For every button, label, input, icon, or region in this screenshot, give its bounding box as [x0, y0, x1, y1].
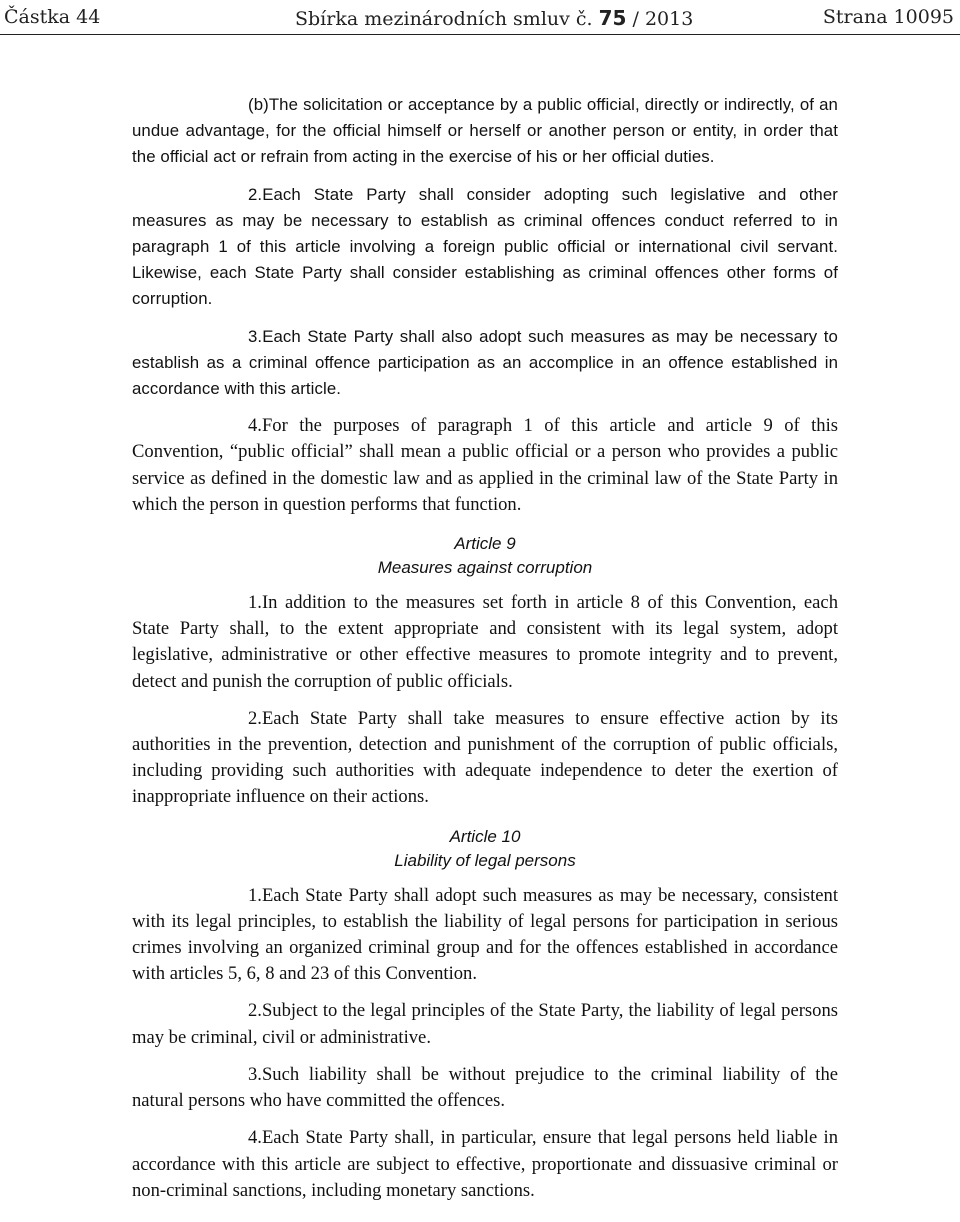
paragraph-10-1: [132, 883, 838, 988]
paragraph-text: For the purposes of paragraph 1 of this article and article 9 of this Convention, “public official” shall mean a public official or a person who provides a public service as defined in the domestic law and as applied in the criminal law of the State Party in which the person in question performs that function.: [132, 415, 838, 515]
paragraph-text: Each State Party shall, in particular, ensure that legal persons held liable in accordance with this article are subject to effective, proportionate and dissuasive criminal or non-criminal sanctions, including monetary sanctions.: [132, 1127, 838, 1201]
paragraph-number: 1.: [248, 592, 262, 614]
paragraph-number: 4.: [248, 1127, 262, 1149]
paragraph-number: 3.: [248, 1063, 262, 1085]
paragraph-number: 2.: [248, 1000, 262, 1022]
article-title: Article 10: [449, 826, 521, 846]
paragraph-text: Each State Party shall also adopt such measures as may be necessary to establish as a criminal offence participation as an accomplice in an offence established in accordance with this article.: [132, 326, 838, 399]
paragraph-10-2: [132, 998, 838, 1050]
paragraph-text: Subject to the legal principles of the State Party, the liability of legal persons may be criminal, civil or administrative.: [132, 1000, 838, 1048]
paragraph-text: Such liability shall be without prejudice to the criminal liability of the natural persons who have committed the offences.: [132, 1063, 838, 1112]
article-subtitle: Measures against corruption: [377, 558, 593, 578]
paragraph-number: 1.: [248, 884, 262, 906]
header-page-number: Strana 10095: [822, 6, 954, 28]
paragraph-text: The solicitation or acceptance by a public official, directly or indirectly, of an undue advantage, for the official himself or herself or another person or entity, in order that the official act or refrain from acting in the exercise of his or her official duties.: [132, 95, 838, 167]
paragraph-number: 3.: [248, 326, 263, 346]
article-10-heading: [132, 825, 838, 873]
article-9-heading: [132, 532, 838, 580]
article-title: Article 9: [454, 534, 516, 554]
paragraph-number: 4.: [248, 415, 262, 437]
paragraph-9-1: [132, 590, 838, 695]
header-collection-name: Sbírka mezinárodních smluv č.: [295, 8, 593, 30]
paragraph-10-4: [132, 1125, 838, 1204]
page-header: [0, 0, 960, 35]
paragraph-10-3: [132, 1062, 838, 1114]
paragraph-text: Each State Party shall adopt such measures as may be necessary, consistent with its legal principles, to establish the liability of legal persons for participation in serious crimes involving an organized criminal group and for the offences established in accordance with articles 5, 6, 8 and 23 of this Convention.: [132, 884, 838, 985]
paragraph-number: 2.: [248, 707, 262, 729]
document-body: [132, 92, 838, 1215]
paragraph-text: Each State Party shall take measures to ensure effective action by its authorities in the prevention, detection and punishment of the corruption of public officials, including providing such authorities with adequate independence to deter the exertion of inappropriate influence on their actions.: [132, 707, 838, 808]
header-issue-number: 75: [598, 6, 627, 30]
article-subtitle: Liability of legal persons: [394, 850, 576, 870]
paragraph-text: In addition to the measures set forth in article 8 of this Convention, each State Party shall, to the extent appropriate and consistent with its legal system, adopt legislative, administrative or other effective measures to promote integrity and to prevent, detect and punish the corruption of public officials.: [132, 592, 838, 692]
paragraph-8-2: [132, 182, 838, 313]
paragraph-8-4: [132, 413, 838, 518]
paragraph-number: (b): [248, 95, 269, 114]
paragraph-9-2: [132, 706, 838, 811]
paragraph-text: Each State Party shall consider adopting such legislative and other measures as may be necessary to establish as criminal offences conduct referred to in paragraph 1 of this article involving a foreign public official or international civil servant. Likewise, each State Party shall consider establishing as criminal offences other forms of corruption.: [132, 184, 838, 309]
paragraph-8-3: [132, 324, 838, 403]
header-part-number: Částka 44: [4, 6, 101, 28]
header-collection-title: [295, 6, 693, 30]
header-year: / 2013: [632, 8, 694, 30]
paragraph-number: 2.: [248, 184, 263, 204]
paragraph-8-1b: [132, 92, 838, 171]
